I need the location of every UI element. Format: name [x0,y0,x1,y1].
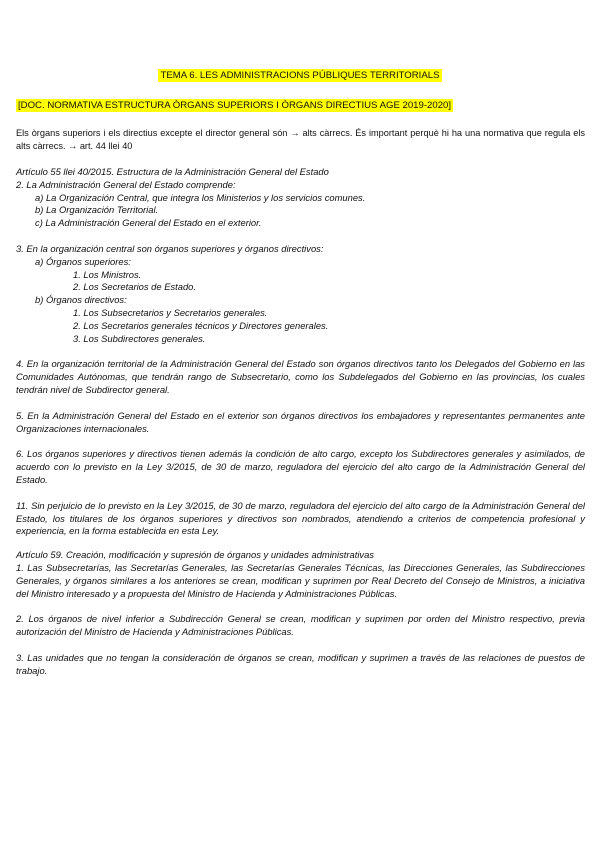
document-body [16,166,585,678]
article-55-heading: Artículo 55 llei 40/2015. Estructura de la Administración General del Estado [16,166,329,177]
document-title: TEMA 6. LES ADMINISTRACIONS PÚBLIQUES TERRITORIALS [160,70,440,81]
list-item: 1. Los Subsecretarios y Secretarios generales. [73,306,268,318]
list-item: b) Órganos directivos: [35,294,127,306]
document-subtitle: [DOC. NORMATIVA ESTRUCTURA ÒRGANS SUPERIORS I ÒRGANS DIRECTIUS AGE 2019-2020] [18,100,452,111]
list-item: a) La Organización Central, que integra los Ministerios y los servicios comunes. [35,191,366,203]
list-item: a) Órganos superiores: [35,255,131,267]
article-55-paragraph-3: 3. En la organización central son órganos superiores y órganos directivos: [16,242,324,254]
list-item: b) La Organización Territorial. [35,204,159,216]
list-item: 2. Los Secretarios generales técnicos y Directores generales. [73,319,329,331]
article-55-paragraph-5: 5. En la Administración General del Estado en el exterior son órganos directivos los embajadores y representantes permanentes ante Organizaciones internacionales. [16,409,585,434]
list-item: 3. Los Subdirectores generales. [73,332,206,344]
article-55-paragraph-11: 11. Sin perjuicio de lo previsto en la Ley 3/2015, de 30 de marzo, reguladora del ejercicio del alto cargo de la Administración General del Estado, los titulares de los órganos superiores y directivos son nombrados, atendiendo a criterios de competencia profesional y experiencia, en la forma establecida en esta Ley. [16,499,585,537]
list-item: 1. Los Ministros. [73,268,142,280]
article-59-paragraph-3: 3. Las unidades que no tengan la consideración de órganos se crean, modifican y suprimen a través de las relaciones de puestos de trabajo. [16,651,585,676]
article-59-paragraph-2: 2. Los órganos de nivel inferior a Subdirección General se crean, modifican y suprimen por orden del Ministro respectivo, previa autorización del Ministro de Hacienda y Administraciones Públicas. [16,613,585,638]
intro-paragraph: Els òrgans superiors i els directius excepte el director general són → alts càrrecs. És important perquè hi ha una normativa que regula els alts càrrecs. → art. 44 llei 40 [16,128,585,151]
article-59-heading: Artículo 59. Creación, modificación y supresión de órganos y unidades administrativas [16,549,374,561]
article-55-paragraph-6: 6. Los órganos superiores y directivos tienen además la condición de alto cargo, excepto los Subdirectores generales y asimilados, de acuerdo con lo previsto en la Ley 3/2015, de 30 de marzo, reguladora del ejercicio del alto cargo de la Administración General del Estado. [16,448,585,485]
subtitle-block [16,99,453,113]
title-block [0,69,600,83]
list-item: c) La Administración General del Estado en el exterior. [35,217,262,229]
article-55-paragraph-2: 2. La Administración General del Estado comprende: [16,178,236,190]
list-item: 2. Los Secretarios de Estado. [73,281,196,293]
article-55-paragraph-4: 4. En la organización territorial de la Administración General del Estado son órganos directivos tanto los Delegados del Gobierno en las Comunidades Autónomas, que tendrán rango de Subsecretario, como los Subdelegados del Gobierno en las provincias, los cuales tendrán nivel de Subdirector general. [16,358,585,395]
article-59-paragraph-1: 1. Las Subsecretarías, las Secretarías Generales, las Secretarías Generales Técnicas, las Direcciones Generales, las Subdirecciones Generales, y órganos similares a los anteriores se crean, modifican y suprimen por Real Decreto del Consejo de Ministros, a iniciativa del Ministro interesado y a propuesta del Ministro de Hacienda y Administraciones Públicas. [16,561,585,599]
